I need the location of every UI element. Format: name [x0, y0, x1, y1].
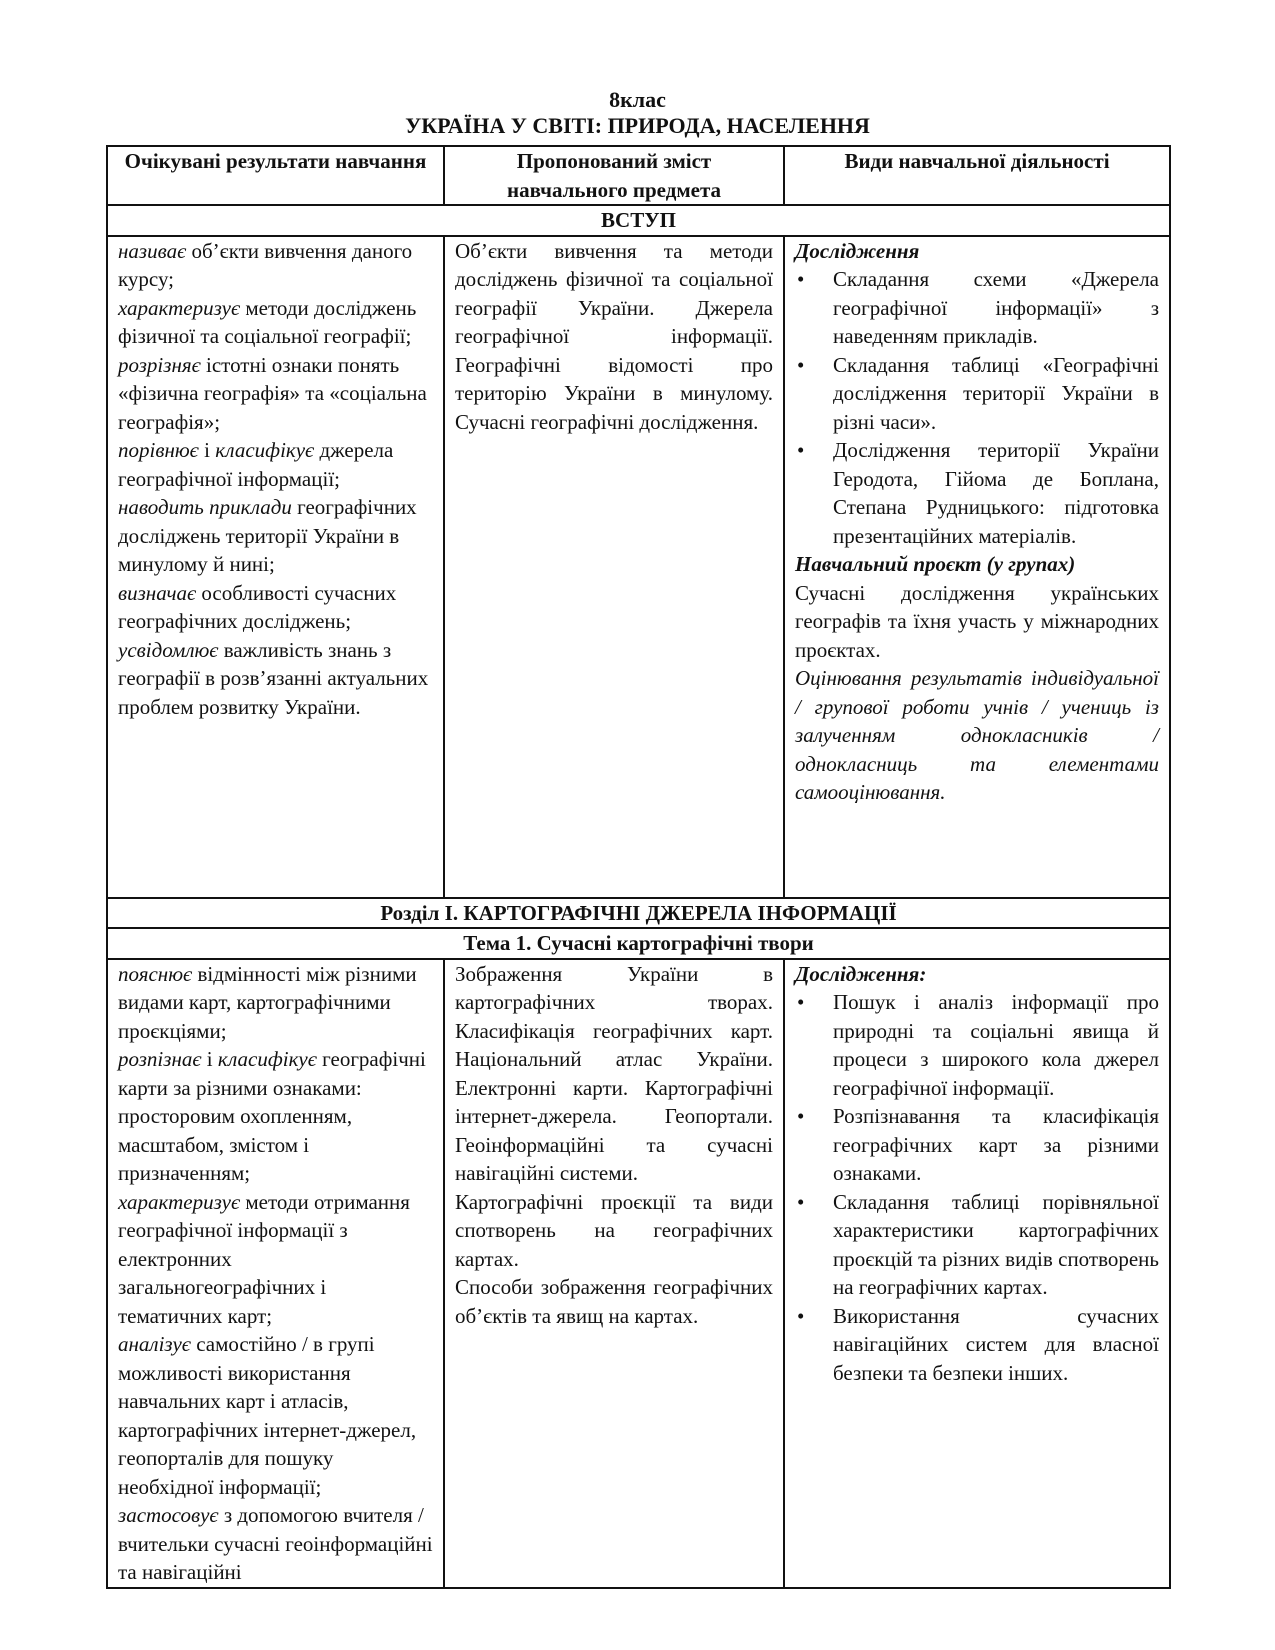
list-item: • Пошук і аналіз інформації про природні та соціальні явища й процеси з широкого кола джерел географічної інформації.: [795, 988, 1159, 1102]
research-list: [795, 988, 1159, 1387]
content-paragraph: Способи зображення географічних об’єктів та явищ на картах.: [455, 1275, 773, 1328]
result-item: усвідомлює важливість знань з географії в розв’язанні актуальних проблем розвитку України.: [118, 637, 429, 719]
content-paragraph: Зображення України в картографічних творах. Класифікація географічних карт. Національний атлас України. Електронні карти. Картографічні інтернет-джерела. Геопортали. Геоінформаційні та сучасні навігаційні системи.: [455, 961, 773, 1185]
list-item: • Складання таблиці «Географічні дослідження території України в різні часи».: [795, 351, 1159, 437]
intro-results-list: [118, 237, 433, 722]
research-title: Дослідження:: [795, 961, 927, 986]
topic1-content-cell: [444, 959, 784, 1588]
result-item: визначає особливості сучасних географічних досліджень;: [118, 580, 397, 633]
project-text: Сучасні дослідження українських географів та їхня участь у міжнародних проєктах.: [795, 580, 1159, 662]
research-title: Дослідження: [795, 238, 920, 263]
result-item: характеризує методи досліджень фізичної та соціальної географії;: [118, 295, 417, 348]
list-item: • Використання сучасних навігаційних систем для власної безпеки та безпеки інших.: [795, 1302, 1159, 1388]
result-item: розпізнає і класифікує географічні карти за різними ознаками: просторовим охопленням, масштабом, змістом і призначенням;: [118, 1047, 426, 1185]
result-item: називає об’єкти вивчення даного курсу;: [118, 238, 413, 291]
section-topic1: Тема 1. Сучасні картографічні твори: [107, 928, 1170, 959]
column-header-results: Очікувані результати навчання: [107, 146, 444, 205]
result-item: пояснює відмінності між різними видами карт, картографічними проєкціями;: [118, 961, 417, 1043]
intro-activities-cell: [784, 236, 1170, 898]
topic1-activities-cell: [784, 959, 1170, 1588]
table-row: [107, 236, 1170, 898]
table-row: [107, 959, 1170, 1588]
topic1-results-list: [118, 960, 433, 1587]
content-paragraph: Картографічні проєкції та види спотворень на географічних картах.: [455, 1189, 773, 1271]
subject-heading: УКРАЇНА У СВІТІ: ПРИРОДА, НАСЕЛЕННЯ: [405, 113, 870, 138]
column-header-activities: Види навчальної діяльності: [784, 146, 1170, 205]
result-item: наводить приклади географічних досліджень території України в минулому й нині;: [118, 495, 417, 576]
result-item: застосовує з допомогою вчителя / вчительки сучасні геоінформаційні та навігаційні: [118, 1503, 433, 1584]
project-title: Навчальний проєкт (у групах): [795, 552, 1076, 576]
research-list: [795, 265, 1159, 550]
column-header-content: Пропонований зміст навчального предмета: [444, 146, 784, 205]
grade-heading: 8клас: [609, 87, 666, 112]
assessment-text: Оцінювання результатів індивідуальної / групової роботи учнів / учениць із залученням однокласників / однокласниць та елементами самооцінювання.: [795, 666, 1159, 804]
intro-results-cell: [107, 236, 444, 898]
header-row: [107, 146, 1170, 205]
result-item: розрізняє істотні ознаки понять «фізична географія» та «соціальна географія»;: [118, 352, 427, 434]
list-item: • Дослідження території України Геродота, Гійома де Боплана, Степана Рудницького: підготовка презентаційних матеріалів.: [795, 436, 1159, 550]
result-item: порівнює і класифікує джерела географічної інформації;: [118, 438, 394, 491]
section-part1: Розділ І. КАРТОГРАФІЧНІ ДЖЕРЕЛА ІНФОРМАЦІЇ: [107, 898, 1170, 929]
list-item: • Складання таблиці порівняльної характеристики картографічних проєкцій та різних видів спотворень на географічних картах.: [795, 1188, 1159, 1302]
topic1-results-cell: [107, 959, 444, 1588]
result-item: аналізує самостійно / в групі можливості використання навчальних карт і атласів, картографічних інтернет-джерел, геопорталів для пошуку необхідної інформації;: [118, 1332, 417, 1499]
curriculum-table: [106, 145, 1171, 1589]
result-item: характеризує методи отримання географічної інформації з електронних загальногеографічних і тематичних карт;: [118, 1189, 410, 1328]
list-item: • Складання схеми «Джерела географічної інформації» з наведенням прикладів.: [795, 265, 1159, 351]
list-item: • Розпізнавання та класифікація географічних карт за різними ознаками.: [795, 1102, 1159, 1188]
section-intro: ВСТУП: [107, 205, 1170, 236]
intro-content-cell: Об’єкти вивчення та методи досліджень фізичної та соціальної географії України. Джерела географічної інформації. Географічні відомості про територію України в минулому. Сучасні географічні дослідження.: [444, 236, 784, 898]
